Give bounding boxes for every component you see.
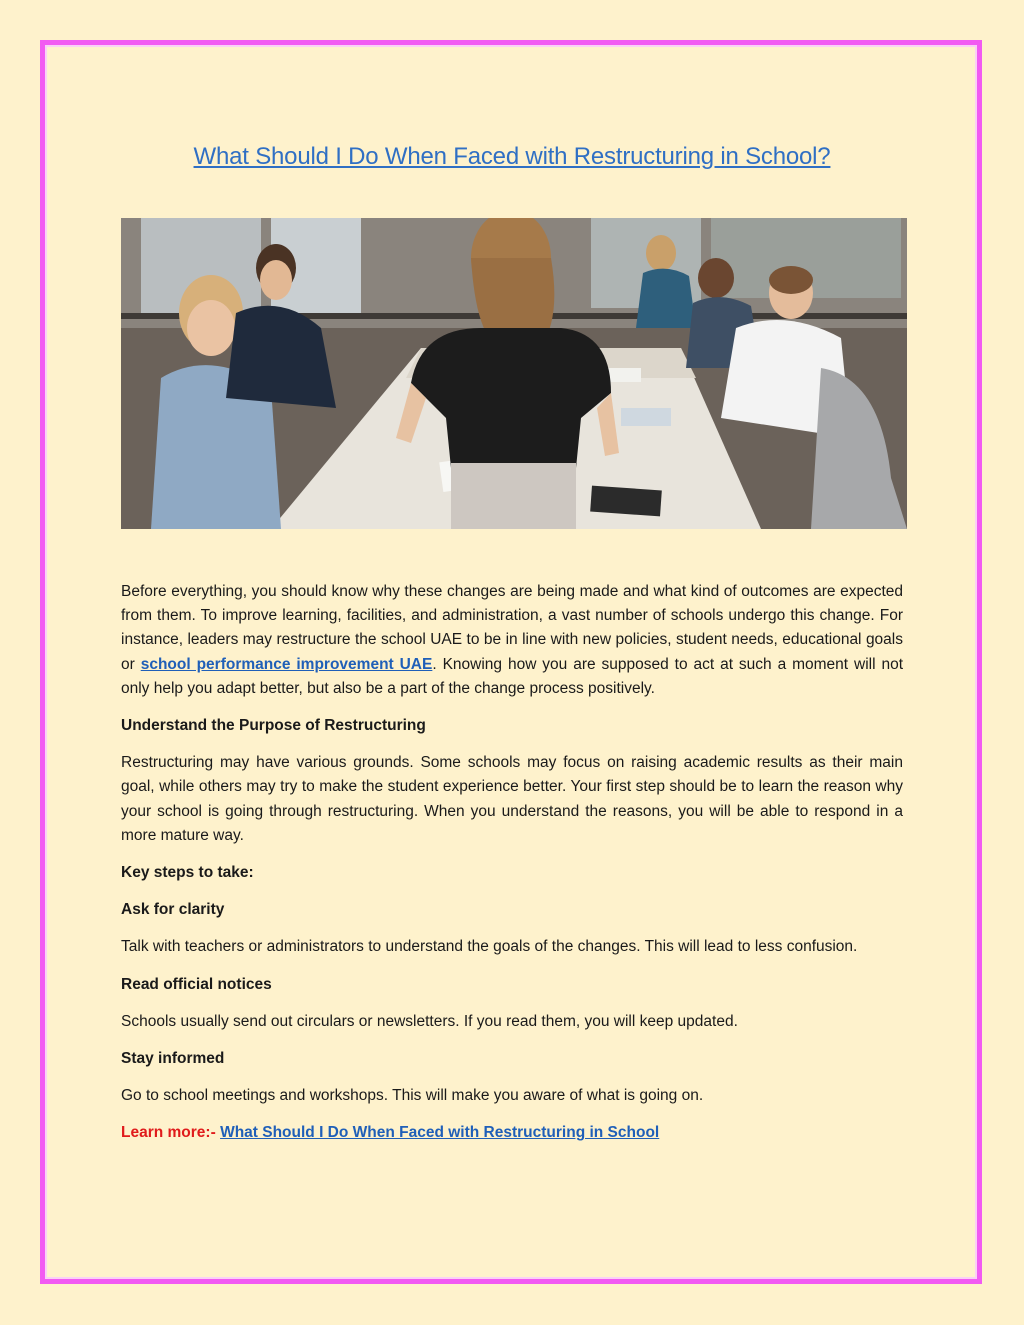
intro-text-end: . Knowing how you are supposed to act at such a moment will not only help you adapt better, but also be a part of the change process positively.: [121, 655, 904, 697]
learn-more-label: Learn more:-: [121, 1124, 216, 1142]
section-text-read-notices: Schools usually send out circulars or newsletters. If you read them, you will keep updated.: [121, 1012, 738, 1030]
article-body: [121, 580, 903, 1159]
section-heading-purpose: Understand the Purpose of Restructuring: [121, 717, 426, 735]
section-text-stay-informed: Go to school meetings and workshops. This will make you aware of what is going on.: [121, 1087, 704, 1105]
meeting-illustration: [121, 218, 907, 529]
section-heading-key-steps: Key steps to take:: [121, 864, 254, 882]
learn-more: [121, 1121, 903, 1145]
section-heading-read-notices: Read official notices: [121, 975, 272, 993]
school-performance-link[interactable]: school performance improvement UAE: [140, 655, 433, 673]
intro-text-start: Before everything, you should know why these changes are being made and what kind of outcomes are expected from them. To improve learning, facilities, and administration, a vast number of schools undergo this change. For instance, leaders may restructure the school UAE to be in line with new policies, student needs, educational goals or: [121, 583, 903, 673]
section-heading-ask-clarity: Ask for clarity: [121, 901, 225, 919]
page-title[interactable]: What Should I Do When Faced with Restructuring in School?: [193, 143, 831, 170]
section-heading-stay-informed: Stay informed: [121, 1050, 225, 1068]
meeting-photo: [121, 218, 907, 529]
section-text-ask-clarity: Talk with teachers or administrators to understand the goals of the changes. This will lead to less confusion.: [121, 938, 858, 956]
section-text-purpose: Restructuring may have various grounds. Some schools may focus on raising academic results as their main goal, while others may try to make the student experience better. Your first step should be to learn the reason why your school is going through restructuring. When you understand the reasons, you will be able to respond in a more mature way.: [121, 754, 903, 844]
intro-paragraph: [121, 580, 903, 701]
learn-more-link[interactable]: What Should I Do When Faced with Restructuring in School: [220, 1124, 660, 1142]
